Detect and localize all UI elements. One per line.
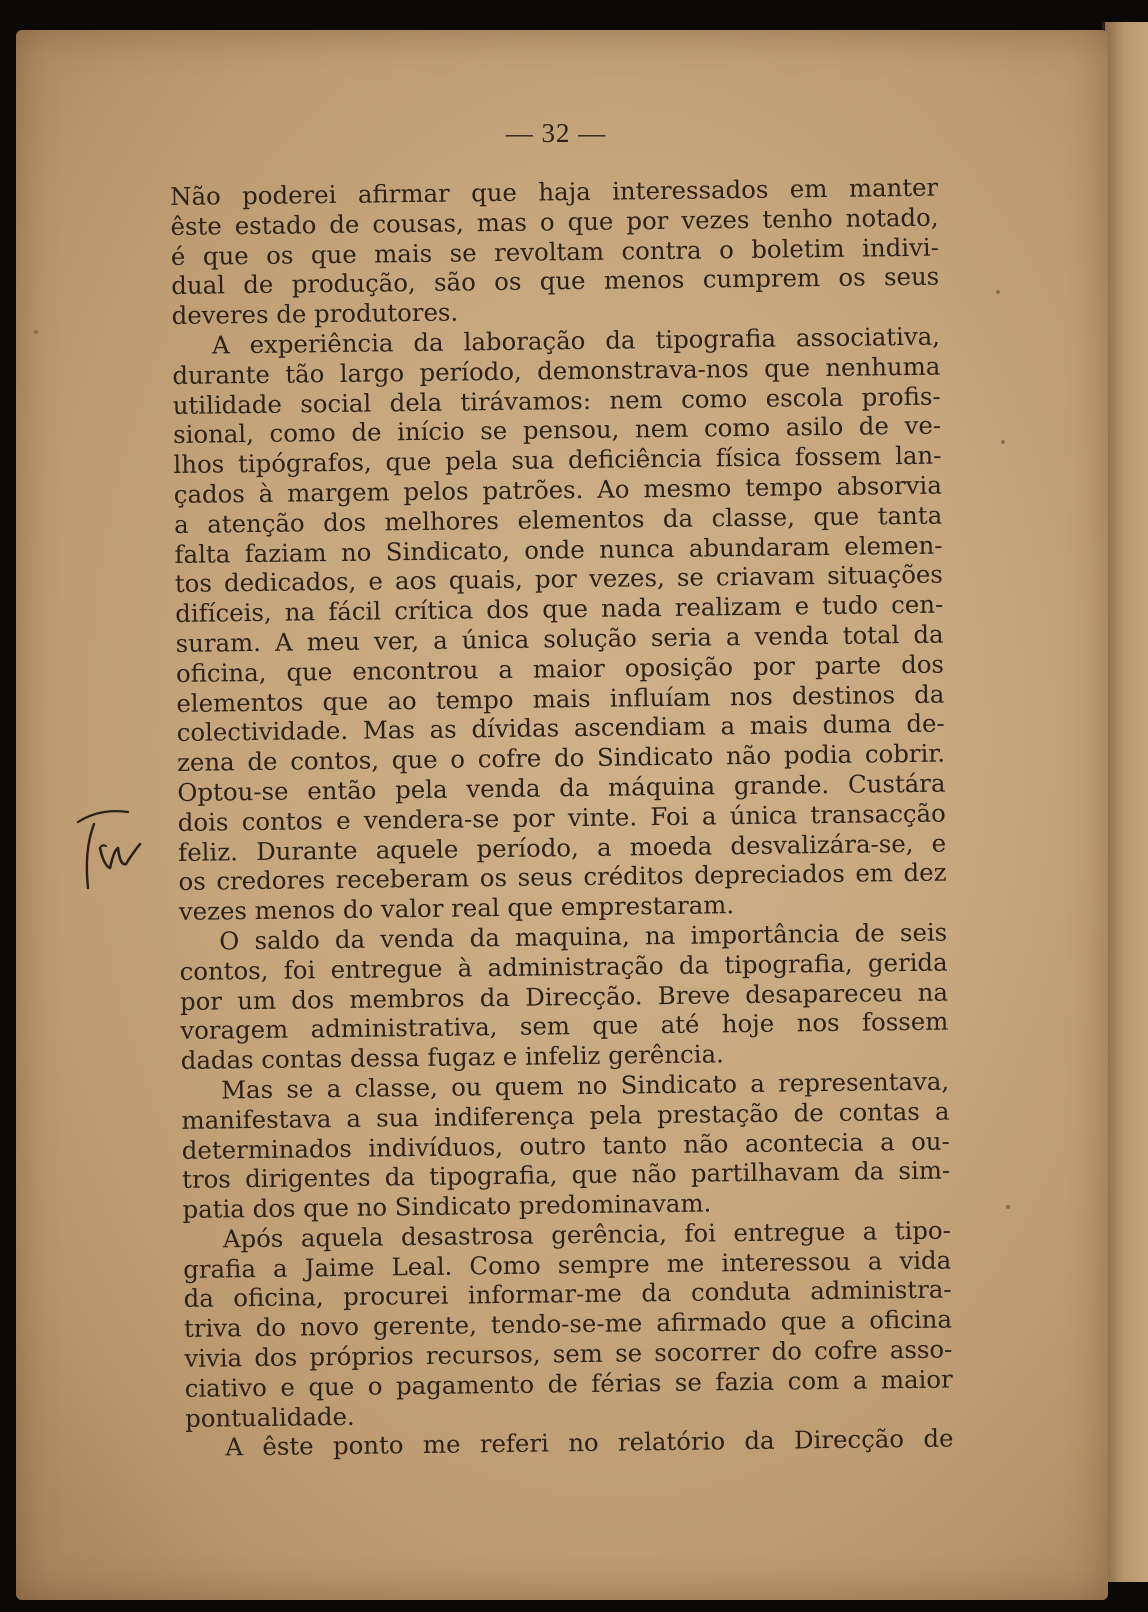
- text-line: dual de produção, são os que menos cumprem os seus: [171, 262, 940, 301]
- text-line: Após aquela desastrosa gerência, foi entregue a tipo-: [222, 1215, 952, 1254]
- paper-speck: [34, 330, 38, 334]
- text-line: grafia a Jaime Leal. Como sempre me interessou a vida: [183, 1245, 952, 1284]
- page-number: — 32 —: [505, 118, 607, 148]
- text-line: A experiência da laboração da tipografia associativa,: [211, 321, 941, 360]
- text-line: A êste ponto me referi no relatório da Direcção de: [225, 1423, 954, 1462]
- text-line: a atenção dos melhores elementos da classe, que tanta: [174, 500, 943, 539]
- text-line: Não poderei afirmar que haja interessados em manter: [170, 172, 939, 211]
- text-line: zena de contos, que o cofre do Sindicato não podia cobrir.: [176, 738, 946, 778]
- text-line: dadas contas dessa fugaz e infeliz gerência.: [180, 1039, 724, 1076]
- handwritten-marginal-note: [70, 800, 160, 900]
- text-line: Mas se a classe, ou quem no Sindicato a representava,: [220, 1066, 950, 1105]
- text-line: êste estado de cousas, mas o que por vezes tenho notado,: [170, 202, 939, 241]
- text-line: contos, foi entregue à administração da tipografia, gerida: [179, 947, 948, 986]
- text-line: tros dirigentes da tipografia, que não partilhavam da sim-: [182, 1155, 951, 1195]
- text-line: difíceis, na fácil crítica dos que nada realizam e tudo cen-: [175, 589, 944, 629]
- text-line: triva do novo gerente, tendo-se-me afirmado que a oficina: [183, 1304, 953, 1344]
- text-line: lhos tipógrafos, que pela sua deficiência física fossem lan-: [173, 440, 942, 480]
- adjacent-page-edge: [1102, 22, 1148, 1582]
- text-line: por um dos membros da Direcção. Breve desapareceu na: [179, 977, 949, 1016]
- text-line: O saldo da venda da maquina, na importância de seis: [219, 917, 948, 956]
- text-line: colectividade. Mas as dívidas ascendiam a mais duma de-: [176, 708, 945, 748]
- text-line: suram. A meu ver, a única solução seria a venda total da: [175, 619, 944, 658]
- paper-speck: [1001, 440, 1005, 444]
- text-line: çados à margem pelos patrões. Ao mesmo tempo absorvia: [173, 470, 942, 509]
- text-line: manifestava a sua indiferença pela prestação de contas a: [181, 1096, 950, 1135]
- text-line: pontualidade.: [184, 1401, 355, 1433]
- text-line: elementos que ao tempo mais influíam nos destinos da: [176, 679, 945, 718]
- text-line: tos dedicados, e aos quais, por vezes, se criavam situações: [174, 559, 944, 599]
- text-line: voragem administrativa, sem que até hoje nos fossem: [180, 1006, 949, 1046]
- paper-speck: [1006, 1205, 1010, 1209]
- text-line: sional, como de início se pensou, nem como asilo de ve-: [172, 410, 942, 450]
- text-line: oficina, que encontrou a maior oposição por parte dos: [175, 649, 945, 688]
- text-line: durante tão largo período, demonstrava-nos que nenhuma: [172, 351, 941, 390]
- text-line: os credores receberam os seus créditos depreciados em dez: [178, 857, 947, 897]
- text-line: deveres de produtores.: [171, 297, 459, 331]
- text-line: dois contos e vendera-se por vinte. Foi a única transacção: [177, 798, 946, 837]
- text-line: vivia dos próprios recursos, sem se socorrer do cofre asso-: [184, 1334, 953, 1373]
- text-line: determinados indivíduos, outro tanto não acontecia a ou-: [181, 1126, 950, 1165]
- text-line: Optou-se então pela venda da máquina grande. Custára: [177, 768, 946, 807]
- body-text: [170, 173, 954, 1464]
- text-line: vezes menos do valor real que emprestaram.: [178, 890, 735, 927]
- text-line: ciativo e que o pagamento de férias se fazia com a maior: [184, 1364, 953, 1403]
- text-line: patia dos que no Sindicato predominavam.: [182, 1188, 712, 1225]
- text-line: falta faziam no Sindicato, onde nunca abundaram elemen-: [174, 530, 943, 569]
- text-line: feliz. Durante aquele período, a moeda desvalizára-se, e: [178, 828, 947, 867]
- text-line: utilidade social dela tirávamos: nem como escola profis-: [172, 381, 941, 420]
- handwritten-mark-icon: [70, 800, 160, 900]
- text-line: é que os que mais se revoltam contra o boletim indivi-: [170, 232, 940, 271]
- text-line: da oficina, procurei informar-me da conduta administra-: [183, 1275, 952, 1314]
- paper-speck: [996, 290, 1000, 294]
